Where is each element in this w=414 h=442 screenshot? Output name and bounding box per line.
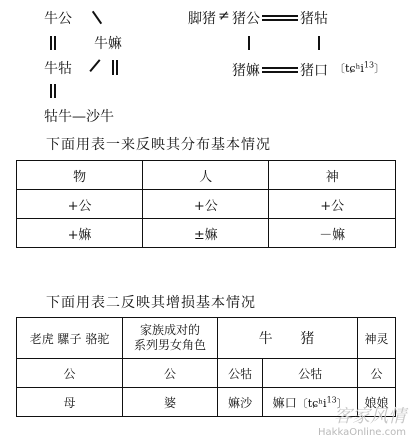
link-line <box>50 36 52 50</box>
table-cell: +嫲 <box>17 219 143 248</box>
table-cell: 婆 <box>123 388 218 417</box>
link-line <box>54 36 56 50</box>
table-row <box>17 359 396 388</box>
link-line <box>50 84 52 98</box>
equal-line <box>262 67 298 69</box>
table-cell: 嫲沙 <box>217 388 262 417</box>
table-cell: +公 <box>17 190 143 219</box>
term-zhugong: 猪公 <box>232 11 260 27</box>
equal-line <box>262 15 298 17</box>
link-line <box>54 84 56 98</box>
ipa-transcription: 〔tɕʰi$^{13}$〕 <box>334 60 386 75</box>
table-cell: 公牯 <box>263 359 358 388</box>
table-cell: 母 <box>17 388 123 417</box>
term-niugong: 牛公 <box>44 11 72 27</box>
site-watermark: 客家风情 HakkaOnline.com <box>318 406 406 438</box>
neq-sign: ≠ <box>218 8 230 24</box>
term-zhugu: 猪牯 <box>300 11 328 27</box>
link-line <box>92 11 102 24</box>
header-cell: 神灵 <box>358 318 396 359</box>
term-zhunian: 猪嫲 <box>232 63 260 79</box>
table-cell: 公 <box>17 359 123 388</box>
table-header-row <box>17 161 396 190</box>
link-line <box>116 60 118 75</box>
header-cell: 物 <box>17 161 143 190</box>
table-cell: +公 <box>143 190 269 219</box>
header-cell: 家族成对的 系列男女角色 <box>123 318 218 359</box>
link-line <box>89 59 100 71</box>
term-zhukou: 猪口 <box>300 63 328 79</box>
change-table <box>16 317 396 417</box>
table-cell: －嫲 <box>269 219 396 248</box>
term-niugu: 牛牯 <box>44 61 72 77</box>
table-cell: 嫲口〔tɕʰi$^{13}$〕 <box>263 388 358 417</box>
table-header-row <box>17 318 396 359</box>
term-jiaozhu: 脚猪 <box>188 11 216 27</box>
link-line <box>112 60 114 75</box>
table-cell: +公 <box>269 190 396 219</box>
table-cell: 公牯 <box>217 359 262 388</box>
table-cell: 娘娘 <box>358 388 396 417</box>
term-niunian: 牛嫲 <box>94 36 122 52</box>
table-cell: 公 <box>358 359 396 388</box>
distribution-table <box>16 160 396 248</box>
table2-heading: 下面用表二反映其增损基本情况 <box>46 295 256 311</box>
header-cell: 神 <box>269 161 396 190</box>
header-cell: 人 <box>143 161 269 190</box>
term-chain: 牯牛—沙牛 <box>44 109 114 125</box>
table-cell: 公 <box>123 359 218 388</box>
table-cell: ±嫲 <box>143 219 269 248</box>
table-row <box>17 190 396 219</box>
equal-line <box>262 71 298 73</box>
link-line <box>248 36 250 50</box>
table-row <box>17 219 396 248</box>
equal-line <box>262 19 298 21</box>
header-cell-livestock: 牛 猪 <box>217 318 357 359</box>
header-cell: 老虎 騾子 骆驼 <box>17 318 123 359</box>
link-line <box>318 36 320 50</box>
table1-heading: 下面用表一来反映其分布基本情况 <box>46 137 271 153</box>
